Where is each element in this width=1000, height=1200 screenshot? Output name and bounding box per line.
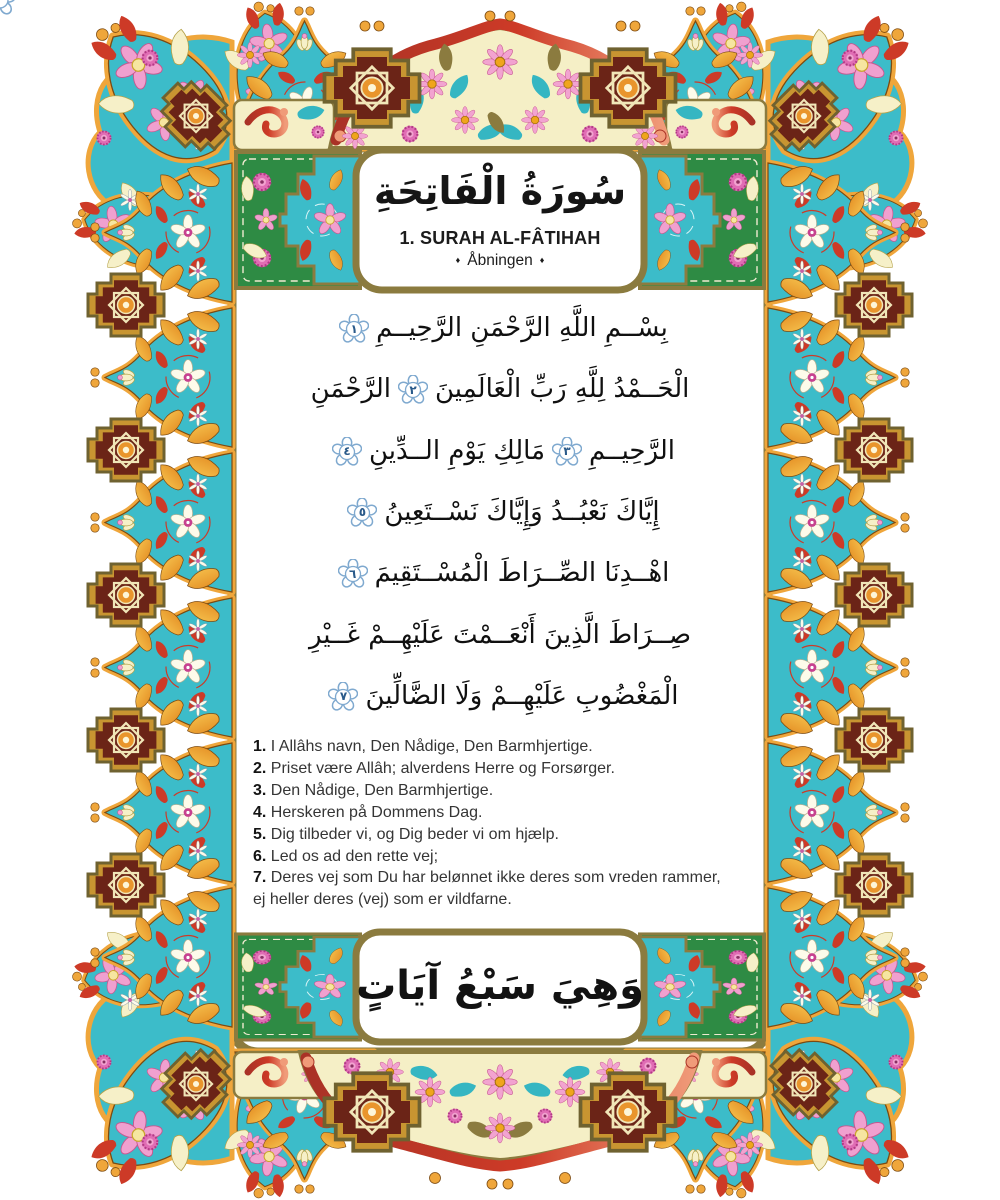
verse-line <box>250 300 750 356</box>
ayah-number: ٥ <box>358 505 367 520</box>
verse-line <box>250 545 750 601</box>
translation-number: 3. <box>253 781 271 799</box>
translation-line: 6. Led os ad den rette vej; <box>253 847 439 865</box>
surah-latin-title: 1. SURAH AL-FÂTIHAH <box>399 228 601 248</box>
surah-arabic-title: سُورَةُ الْفَاتِحَةِ <box>373 169 627 213</box>
arabic-verse-text: إِيَّاكَ نَعْبُــدُ وَإِيَّاكَ نَسْــتَعِينُ <box>384 496 660 527</box>
arabic-verse-text: الْمَغْضُوبِ عَلَيْهِــمْ وَلَا الضَّالِّينَ <box>365 680 679 711</box>
verse-line <box>250 484 750 540</box>
arabic-verse-text: الرَّحْمَنِ <box>310 374 392 405</box>
translation-number: 4. <box>253 803 271 821</box>
ayah-number: ٣ <box>563 444 571 459</box>
translation-line: ej heller deres (vej) som er vildfarne. <box>253 891 512 909</box>
ayah-number-rosette <box>347 498 377 528</box>
translation-line: 7. Deres vej som Du har belønnet ikke deres som vreden rammer, <box>253 869 721 887</box>
translation-number: 7. <box>253 869 271 887</box>
translation-number: 1. <box>253 738 271 755</box>
translation-line: 4. Herskeren på Dommens Dag. <box>253 803 483 821</box>
verse-line <box>250 607 750 663</box>
ayah-number-rosette <box>398 375 428 405</box>
translation-number: 6. <box>253 847 271 865</box>
verse-line <box>250 423 750 479</box>
arabic-verse-text: الْحَــمْدُ لِلَّهِ رَبِّ الْعَالَمِينَ <box>435 374 690 405</box>
ayah-number: ٧ <box>339 689 348 704</box>
ayah-number-rosette <box>332 437 362 467</box>
diamond-icon: ♦ <box>539 255 545 265</box>
translation-line: 5. Dig tilbeder vi, og Dig beder vi om hjælp. <box>253 825 559 843</box>
ayah-number: ٦ <box>348 566 357 581</box>
verse-line <box>250 668 750 724</box>
surah-subtitle-text: Åbningen <box>467 252 533 269</box>
ayah-number-rosette <box>552 437 582 467</box>
arabic-verse-text: صِــرَاطَ الَّذِينَ أَنْعَــمْتَ عَلَيْهِــمْ غَــيْرِ <box>308 619 692 650</box>
ayah-number-rosette <box>338 559 368 589</box>
translation-number: 2. <box>253 759 271 777</box>
arabic-verse-text: مَالِكِ يَوْمِ الــدِّينِ <box>369 435 546 466</box>
translation-line: 1. I Allâhs navn, Den Nådige, Den Barmhjertige. <box>253 738 593 755</box>
ayah-number-rosette <box>339 314 369 344</box>
diamond-icon: ♦ <box>455 255 461 265</box>
translation-line: 2. Priset være Allâh; alverdens Herre og Forsørger. <box>253 759 615 777</box>
arabic-verses <box>250 300 750 724</box>
translation-line: 3. Den Nådige, Den Barmhjertige. <box>253 781 494 799</box>
danish-translation <box>253 736 758 911</box>
ayah-number-rosette <box>328 682 358 712</box>
verse-line <box>250 361 750 417</box>
arabic-verse-text: الرَّحِيــمِ <box>589 435 675 466</box>
arabic-verse-text: اهْــدِنَا الصِّــرَاطَ الْمُسْــتَقِيمَ <box>374 558 670 589</box>
ayah-number: ١ <box>350 321 358 336</box>
footer-arabic-text: وَهِيَ سَبْعُ آيَاتٍ <box>356 963 644 1009</box>
translation-number: 5. <box>253 825 271 843</box>
surah-subtitle <box>336 252 664 270</box>
arabic-verse-text: بِسْــمِ اللَّهِ الرَّحْمَنِ الرَّحِيــمِ <box>376 313 668 343</box>
ayah-number: ٢ <box>409 382 417 397</box>
ayah-number: ٤ <box>343 444 351 459</box>
